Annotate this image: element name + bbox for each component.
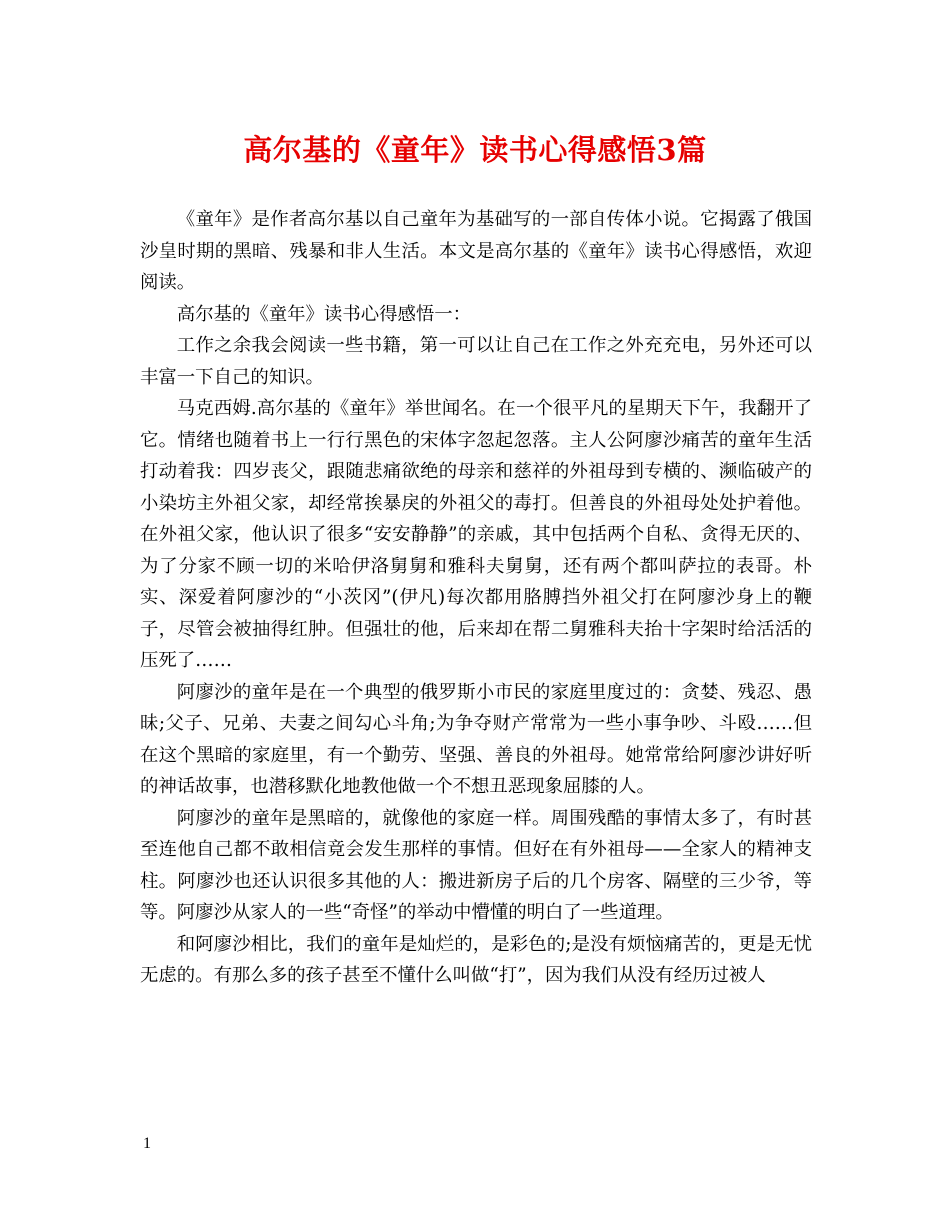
body-paragraph: 阿廖沙的童年是在一个典型的俄罗斯小市民的家庭里度过的：贪婪、残忍、愚昧;父子、兄弟、夫妻之间勾心斗角;为争夺财产常常为一些小事争吵、斗殴……但在这个黑暗的家庭里，有一个勤劳、坚强、善良的外祖母。她常常给阿廖沙讲好听的神话故事，也潜移默化地教他做一个不想丑恶现象屈膝的人。 — [140, 681, 812, 797]
document-title: 高尔基的《童年》读书心得感悟3篇 — [243, 133, 707, 167]
section-heading: 高尔基的《童年》读书心得感悟一： — [176, 303, 472, 325]
document-body — [140, 204, 812, 992]
intro-paragraph: 《童年》是作者高尔基以自己童年为基础写的一部自传体小说。它揭露了俄国沙皇时期的黑暗、残暴和非人生活。本文是高尔基的《童年》读书心得感悟，欢迎阅读。 — [140, 209, 812, 293]
body-paragraph: 工作之余我会阅读一些书籍，第一可以让自己在工作之外充充电，另外还可以丰富一下自己的知识。 — [140, 335, 812, 388]
body-paragraph: 马克西姆.高尔基的《童年》举世闻名。在一个很平凡的星期天下午，我翻开了它。情绪也随着书上一行行黑色的宋体字忽起忽落。主人公阿廖沙痛苦的童年生活打动着我：四岁丧父，跟随悲痛欲绝的母亲和慈祥的外祖母到专横的、濒临破产的小染坊主外祖父家，却经常挨暴戾的外祖父的毒打。但善良的外祖母处处护着他。在外祖父家，他认识了很多“安安静静”的亲戚，其中包括两个自私、贪得无厌的、为了分家不顾一切的米哈伊洛舅舅和雅科夫舅舅，还有两个都叫萨拉的表哥。朴实、深爱着阿廖沙的“小茨冈”(伊凡)每次都用胳膊挡外祖父打在阿廖沙身上的鞭子，尽管会被抽得红肿。但强壮的他，后来却在帮二舅雅科夫抬十字架时给活活的压死了…… — [140, 398, 812, 671]
page-number: 1 — [143, 1135, 151, 1152]
body-paragraph: 和阿廖沙相比，我们的童年是灿烂的，是彩色的;是没有烦恼痛苦的，更是无忧无虑的。有那么多的孩子甚至不懂什么叫做“打”，因为我们从没有经历过被人 — [140, 933, 812, 986]
body-paragraph: 阿廖沙的童年是黑暗的，就像他的家庭一样。周围残酷的事情太多了，有时甚至连他自己都不敢相信竟会发生那样的事情。但好在有外祖母——全家人的精神支柱。阿廖沙也还认识很多其他的人：搬进新房子后的几个房客、隔壁的三少爷，等等。阿廖沙从家人的一些“奇怪”的举动中懵懂的明白了一些道理。 — [140, 807, 812, 923]
